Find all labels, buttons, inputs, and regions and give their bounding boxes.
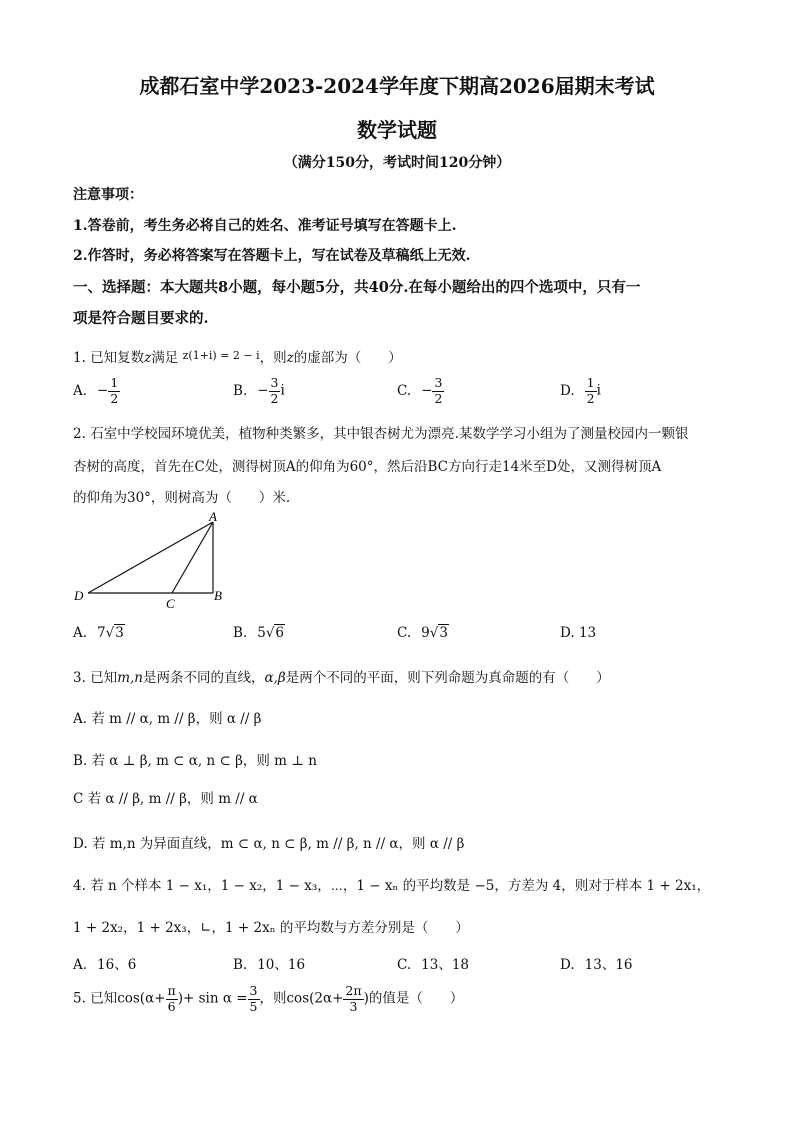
- label-d: D: [74, 588, 84, 603]
- label-a: A: [209, 509, 217, 524]
- q3-option-c[interactable]: C 若 α // β, m // β，则 m // α: [73, 791, 258, 807]
- exam-info: （满分150分，考试时间120分钟）: [283, 155, 511, 171]
- notes-heading: 注意事项：: [73, 187, 143, 203]
- section-heading-line2: 项是符合题目要求的.: [73, 310, 209, 327]
- q4-option-d[interactable]: D. 13、16: [560, 957, 633, 973]
- q1-option-c[interactable]: C. − $\frac{3}{2}$: [397, 375, 443, 406]
- q3-option-d[interactable]: D. 若 m,n 为异面直线，m ⊂ α, n ⊂ β, m // β, n // α，则 α // β: [73, 836, 465, 852]
- subject-title: 数学试题: [357, 118, 437, 142]
- q3-number: 3.: [73, 670, 86, 686]
- q2-option-c[interactable]: C. 9√3: [397, 625, 448, 641]
- triangle-figure: [68, 508, 238, 614]
- question-1-stem: 1. 已知复数z满足 $^{z(1+i) = 2 - i}$，则z的虚部为（ ）: [73, 349, 402, 366]
- q1-condition: z(1+i) = 2 − i: [182, 349, 260, 362]
- q2-option-a[interactable]: A. 7√3: [73, 625, 124, 641]
- q1-option-d[interactable]: D. $\frac{1}{2}$ i: [560, 375, 601, 406]
- q2-option-b[interactable]: B. 5√6: [233, 625, 285, 641]
- note-item-2: 2.作答时，务必将答案写在答题卡上，写在试卷及草稿纸上无效.: [73, 248, 471, 264]
- label-c: C: [166, 596, 175, 611]
- fraction: $\frac{3}{2}$: [270, 375, 279, 406]
- line-ac: [172, 522, 213, 593]
- question-2-line3: 的仰角为30°，则树高为（ ）米.: [73, 490, 291, 506]
- fraction: $\frac{\pi}{6}$: [167, 983, 176, 1014]
- q2-number: 2.: [73, 426, 86, 442]
- q4-option-a[interactable]: A. 16、6: [73, 957, 137, 973]
- q4-option-b[interactable]: B. 10、16: [233, 957, 306, 973]
- fraction: $\frac{2\pi}{3}$: [345, 983, 362, 1014]
- q2-option-d[interactable]: D. 13: [560, 625, 597, 641]
- label-b: B: [214, 588, 222, 603]
- exam-title: 成都石室中学2023-2024学年度下期高2026届期末考试: [139, 74, 655, 98]
- section-heading-line1: 一、选择题：本大题共8小题，每小题5分，共40分.在每小题给出的四个选项中，只有一: [73, 279, 641, 296]
- note-item-1: 1.答卷前，考生务必将自己的姓名、准考证号填写在答题卡上.: [73, 218, 457, 234]
- fraction: $\frac{3}{5}$: [249, 983, 258, 1014]
- q1-option-b[interactable]: B. − $\frac{3}{2}$ i: [233, 375, 285, 406]
- question-5-stem: 5. 已知cos(α+ $\frac{\pi}{6}$ )+ sin α = $\frac{3}{5}$ ，则cos(2α+ $\frac{2\pi}{3}$ )的值是（ ）: [73, 983, 464, 1014]
- fraction: $\frac{1}{2}$: [586, 375, 595, 406]
- question-2-line1: 2. 石室中学校园环境优美，植物种类繁多，其中银杏树尤为漂亮.某数学学习小组为了测量校园内一颗银: [73, 426, 689, 442]
- fraction: $\frac{3}{2}$: [434, 375, 443, 406]
- line-ad: [88, 522, 213, 593]
- q5-number: 5.: [73, 990, 86, 1007]
- q1-number: 1.: [73, 350, 86, 366]
- question-3-stem: 3. 已知m,n是两条不同的直线，α,β是两个不同的平面，则下列命题为真命题的有（ ）: [73, 670, 610, 686]
- fraction: $\frac{1}{2}$: [110, 375, 119, 406]
- q3-option-b[interactable]: B. 若 α ⊥ β, m ⊂ α, n ⊂ β，则 m ⊥ n: [73, 753, 317, 769]
- q4-number: 4.: [73, 878, 86, 894]
- q1-option-a[interactable]: A. − $\frac{1}{2}$: [73, 375, 119, 406]
- question-4-line2: 1 + 2x₂，1 + 2x₃，∟，1 + 2xₙ 的平均数与方差分别是（ ）: [73, 920, 469, 936]
- q3-option-a[interactable]: A. 若 m // α, m // β，则 α // β: [73, 711, 262, 727]
- q4-option-c[interactable]: C. 13、18: [397, 957, 469, 973]
- question-2-line2: 杏树的高度，首先在C处，测得树顶A的仰角为60°，然后沿BC方向行走14米至D处，又测得树顶A: [73, 459, 662, 475]
- question-4-line1: 4. 若 n 个样本 1 − x₁，1 − x₂，1 − x₃，⋯，1 − xₙ 的平均数是 −5，方差为 4，则对于样本 1 + 2x₁，: [73, 878, 711, 894]
